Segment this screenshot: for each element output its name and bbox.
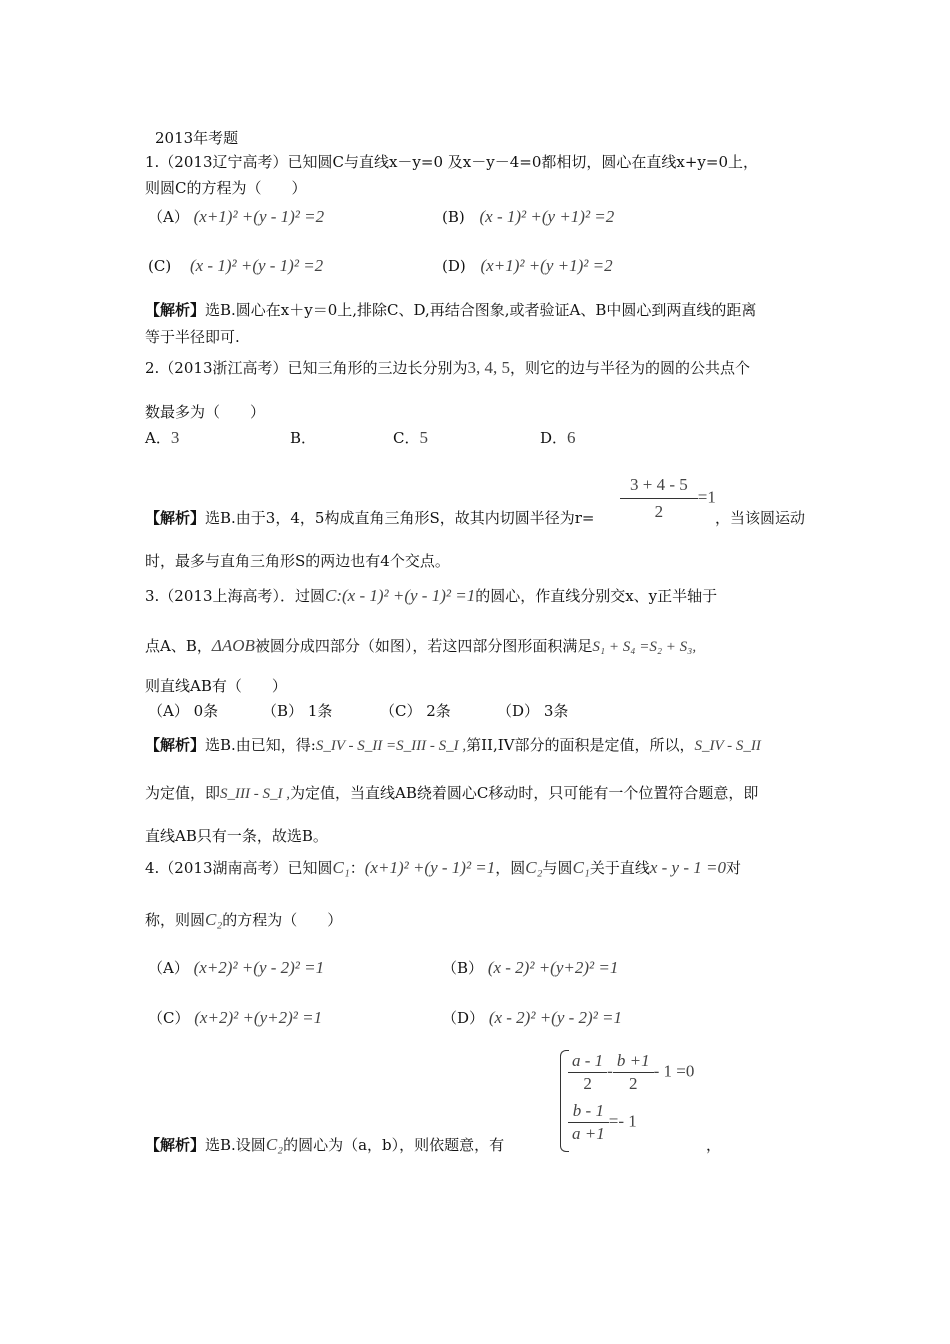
- q2-stem-text1: 2.（2013浙江高考）已知三角形的三边长分别为: [145, 359, 468, 377]
- q4-option-c: [148, 1008, 322, 1028]
- q4-sys2-den: a +1: [572, 1124, 605, 1143]
- q2-option-a-value: 3: [170, 428, 180, 447]
- q2-solution-tag: 【解析】: [145, 509, 206, 527]
- q1-option-a-formula: (x+1)² +(y - 1)² =2: [193, 207, 325, 226]
- q4-option-c-formula: (x+2)² +(y+2)² =1: [194, 1008, 323, 1027]
- q1-option-d-label: (D): [442, 257, 466, 275]
- q3-option-d: [497, 701, 568, 721]
- q1-option-d: [442, 256, 613, 276]
- q3-stem-text1b: 的圆心，作直线分别交x、y正半轴于: [475, 587, 718, 605]
- q4-solution-text1a: 选B.设圆: [205, 1136, 266, 1154]
- q3-solution-line2: [145, 783, 758, 804]
- q2-option-d: [540, 428, 576, 448]
- q4-stem-text1d: 与圆: [542, 859, 573, 877]
- q3-stem-text1a: 3.（2013上海高考）．过圆: [145, 587, 325, 605]
- q4-option-a-label: （A）: [148, 959, 189, 977]
- q1-solution-text1: 选B.圆心在x＋y＝0上,排除C、D,再结合图象,或者验证A、B中圆心到两直线的距离: [205, 301, 757, 319]
- q2-option-c-value: 5: [419, 428, 428, 447]
- q3-option-b-label: （B）: [262, 702, 304, 720]
- q3-option-a-label: （A）: [148, 702, 189, 720]
- q2-option-b-label: B．: [290, 429, 317, 447]
- q3-option-c-value: 2条: [426, 702, 451, 720]
- q3-stem-text2b: 被圆分成四部分（如图），若这四部分图形面积满足: [254, 637, 593, 655]
- q3-option-b-value: 1条: [307, 702, 333, 720]
- q4-system-line1: [568, 1050, 694, 1095]
- q4-solution-text1b: 的圆心为（a，b），则依题意，有: [283, 1136, 505, 1154]
- q4-stem-line2: [145, 910, 342, 930]
- q4-stem-text2a: 称，则圆: [145, 911, 206, 929]
- q4-c2-sol: C₂: [265, 1135, 284, 1154]
- q1-solution-line2: 等于半径即可.: [145, 328, 240, 346]
- q3-solution-equation1: S_IV - S_II =S_III - S_I ,: [315, 738, 467, 754]
- q4-line-equation: x - y - 1 =0: [649, 858, 726, 877]
- q4-c1-ref: C₁: [572, 858, 590, 877]
- q1-option-a-label: （A）: [148, 208, 189, 226]
- section-title: 2013年考题: [155, 129, 239, 147]
- q2-option-d-value: 6: [567, 428, 576, 447]
- q3-option-c-label: （C）: [380, 702, 422, 720]
- q4-sys2-num: b - 1: [568, 1100, 609, 1123]
- q2-solution-line2: 时，最多与直角三角形S的两边也有4个交点。: [145, 552, 450, 570]
- q4-sys1-num-a: a - 1: [568, 1050, 607, 1073]
- q4-stem-text1c: ，圆: [495, 859, 526, 877]
- q4-sys1-num-b: b +1: [613, 1050, 654, 1073]
- q1-option-c: [148, 256, 323, 276]
- q1-stem-line1: 1.（2013辽宁高考）已知圆C与直线x－y=0 及x－y－4=0都相切，圆心在直线x+y=0上，: [145, 153, 758, 171]
- q4-option-b: [442, 958, 618, 978]
- q1-option-c-formula: (x - 1)² +(y - 1)² =2: [189, 256, 324, 275]
- q2-stem-line2: 数最多为（ ）: [145, 403, 266, 421]
- q2-solution-tail: ，当该圆运动: [715, 509, 806, 527]
- q2-fraction-numerator: 3 + 4 - 5: [620, 472, 698, 499]
- q3-stem-line2: [145, 636, 696, 657]
- q4-c1-equation: (x+1)² +(y - 1)² =1: [364, 858, 496, 877]
- q3-solution-line1: [145, 735, 761, 756]
- q4-sys1-tail: - 1 =0: [653, 1061, 695, 1081]
- q1-stem-line2: 则圆C的方程为（ ）: [145, 179, 307, 197]
- q1-option-c-label: (C): [148, 257, 172, 275]
- q2-fraction: [620, 472, 716, 525]
- q4-c2: C₂: [525, 858, 543, 877]
- q4-option-a: [148, 958, 324, 978]
- q4-sys1-minus: -: [607, 1061, 613, 1081]
- q3-option-d-label: （D）: [497, 702, 540, 720]
- q3-solution-text1b: 第II,IV部分的面积是定值，所以，: [466, 736, 695, 754]
- q4-solution-line1: [145, 1135, 504, 1155]
- q3-area-equation: S₁ + S₄ =S₂ + S₃,: [592, 639, 697, 655]
- q2-option-c: [393, 428, 428, 448]
- q2-solution-line1: [145, 508, 594, 528]
- q4-option-d-label: （D）: [442, 1009, 485, 1027]
- q2-option-a: [145, 428, 179, 448]
- q4-sys2-tail: =- 1: [608, 1111, 637, 1131]
- q2-sides: 3, 4, 5: [467, 358, 510, 377]
- q4-solution-tag: 【解析】: [145, 1136, 206, 1154]
- q1-option-d-formula: (x+1)² +(y +1)² =2: [480, 256, 613, 275]
- q2-option-b: [290, 428, 316, 448]
- q3-solution-equation3: S_III - S_I ,: [220, 786, 290, 802]
- q4-system-line2: [568, 1100, 637, 1145]
- q4-solution-comma: ，: [706, 1136, 722, 1154]
- q4-option-b-formula: (x - 2)² +(y+2)² =1: [487, 958, 619, 977]
- q2-fraction-result: =1: [697, 487, 716, 507]
- q4-stem-text1e: 关于直线: [589, 859, 650, 877]
- q1-option-b-label: (B): [442, 208, 465, 226]
- q1-option-b-formula: (x - 1)² +(y +1)² =2: [479, 207, 615, 226]
- q3-triangle: ΔAOB: [211, 636, 255, 655]
- q3-solution-text2a: 为定值，即: [145, 784, 221, 802]
- q4-option-c-label: （C）: [148, 1009, 190, 1027]
- q2-stem-line1: [145, 358, 750, 378]
- q3-solution-line3: 直线AB只有一条，故选B。: [145, 827, 328, 845]
- q4-stem-text1f: 对: [725, 859, 741, 877]
- q1-option-b: [442, 207, 614, 227]
- q2-option-c-label: C．: [393, 429, 420, 447]
- q4-stem-text1b: ：: [349, 859, 365, 877]
- q4-option-a-formula: (x+2)² +(y - 2)² =1: [193, 958, 325, 977]
- q1-solution-tag: 【解析】: [145, 301, 206, 319]
- q3-stem-line3: 则直线AB有（ ）: [145, 677, 287, 695]
- q3-solution-equation2: S_IV - S_II: [694, 738, 761, 754]
- q4-option-d-formula: (x - 2)² +(y - 2)² =1: [488, 1008, 623, 1027]
- q2-option-a-label: A．: [145, 429, 171, 447]
- q3-option-a: [148, 701, 218, 721]
- q4-stem-text2b: 的方程为（ ）: [222, 911, 343, 929]
- q2-fraction-denominator: 2: [654, 502, 664, 521]
- q3-option-d-value: 3条: [543, 702, 569, 720]
- q4-option-d: [442, 1008, 622, 1028]
- q4-sys1-den-a: 2: [583, 1074, 592, 1093]
- q3-stem-line1: [145, 586, 717, 606]
- q3-solution-text2b: 为定值，当直线AB绕着圆心C移动时，只可能有一个位置符合题意，即: [290, 784, 759, 802]
- q3-circle-equation: C:(x - 1)² +(y - 1)² =1: [325, 586, 476, 605]
- q4-c1: C₁: [332, 858, 350, 877]
- q1-option-a: [148, 207, 324, 227]
- q3-option-a-value: 0条: [193, 702, 219, 720]
- q4-option-b-label: （B）: [442, 959, 484, 977]
- q2-option-d-label: D．: [540, 429, 568, 447]
- q2-stem-text1b: ，则它的边与半径为的圆的公共点个: [510, 359, 751, 377]
- q4-stem-text1a: 4.（2013湖南高考）已知圆: [145, 859, 333, 877]
- q3-option-c: [380, 701, 451, 721]
- q3-solution-tag: 【解析】: [145, 736, 206, 754]
- q3-stem-text2a: 点A、B，: [145, 637, 212, 655]
- q3-option-b: [262, 701, 332, 721]
- q4-sys1-den-b: 2: [628, 1074, 638, 1093]
- q1-solution-line1: [145, 300, 756, 320]
- q3-solution-text1a: 选B.由已知，得:: [205, 736, 316, 754]
- q4-stem-line1: [145, 858, 741, 878]
- q4-c2-ref: C₂: [205, 910, 223, 929]
- q2-solution-text1: 选B.由于3，4，5构成直角三角形S，故其内切圆半径为r=: [205, 509, 595, 527]
